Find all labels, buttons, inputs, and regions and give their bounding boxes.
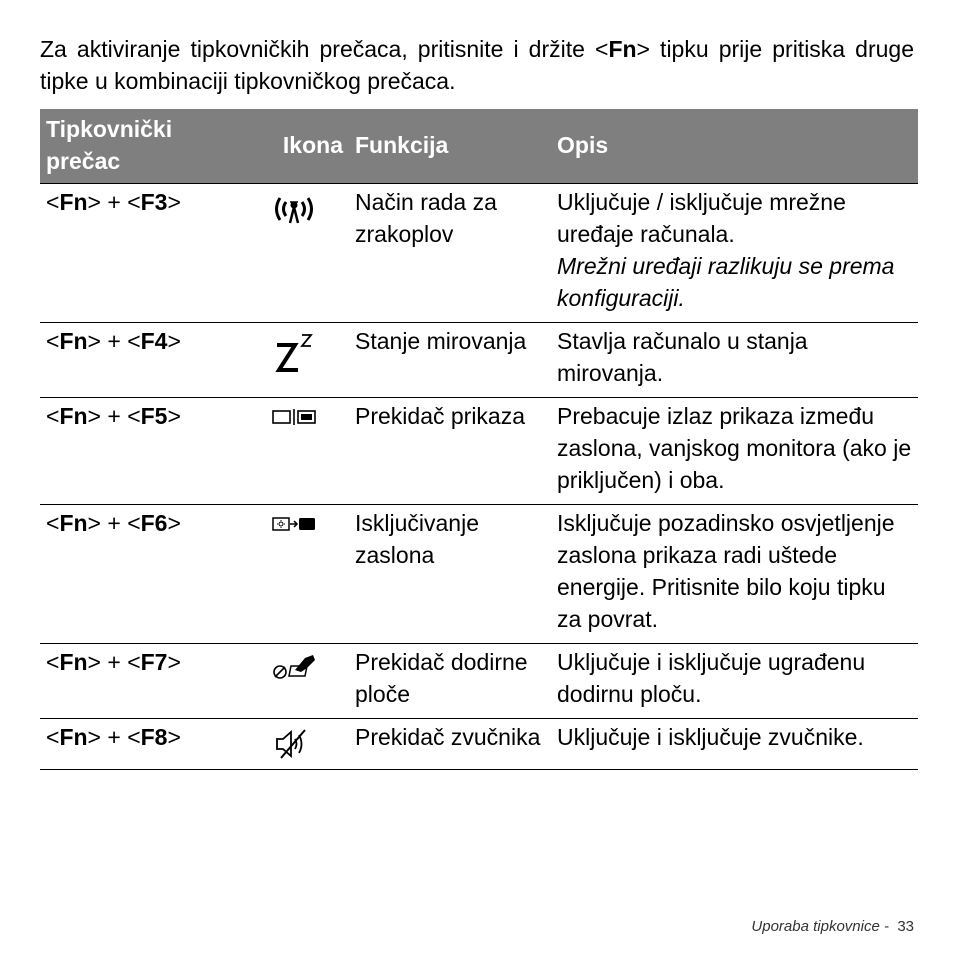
icon-cell <box>239 719 349 770</box>
table-row <box>40 398 918 505</box>
description-cell: Isključuje pozadinsko osvjetljenje zaslona prikaza radi uštede energije. Pritisnite bilo koju tipku za povrat. <box>551 505 918 644</box>
sleep-zz-icon <box>271 331 317 375</box>
description-text: Uključuje / isključuje mrežne uređaje računala. <box>557 189 846 247</box>
shortcut-cell: <Fn> + <F5> <box>40 398 239 505</box>
function-key: F7 <box>140 649 168 675</box>
table-row <box>40 719 918 770</box>
shortcut-table <box>40 109 918 770</box>
table-row <box>40 323 918 398</box>
footer-section: Uporaba tipkovnice - <box>751 918 889 935</box>
description-note: Mrežni uređaji razlikuju se prema konfiguraciji. <box>557 253 895 311</box>
header-icon: Ikona <box>239 109 349 184</box>
fn-key: Fn <box>59 649 88 675</box>
function-key: F6 <box>140 510 168 536</box>
shortcut-cell: <Fn> + <F8> <box>40 719 239 770</box>
touchpad-toggle-icon <box>271 652 317 682</box>
function-cell: Način rada za zrakoplov <box>349 184 551 323</box>
fn-key: Fn <box>59 510 88 536</box>
shortcut-cell: <Fn> + <F6> <box>40 505 239 644</box>
intro-text-after: > tipku prije pritiska druge tipke u kombinaciji tipkovničkog prečaca. <box>40 36 914 94</box>
speaker-mute-icon <box>271 727 317 761</box>
icon-cell <box>239 184 349 323</box>
description-cell: Prebacuje izlaz prikaza između zaslona, vanjskog monitora (ako je priključen) i oba. <box>551 398 918 505</box>
page-footer <box>751 918 914 935</box>
fn-key: Fn <box>59 724 88 750</box>
description-cell <box>551 184 918 323</box>
function-cell: Prekidač zvučnika <box>349 719 551 770</box>
icon-cell <box>239 398 349 505</box>
function-key: F4 <box>140 328 168 354</box>
display-switch-icon <box>271 406 317 428</box>
header-description: Opis <box>551 109 918 184</box>
shortcut-cell: <Fn> + <F3> <box>40 184 239 323</box>
description-cell: Uključuje i isključuje zvučnike. <box>551 719 918 770</box>
table-header-row <box>40 109 918 184</box>
function-key: F3 <box>140 189 168 215</box>
function-cell: Prekidač dodirne ploče <box>349 644 551 719</box>
function-key: F5 <box>140 403 168 429</box>
function-key: F8 <box>140 724 168 750</box>
shortcut-cell: <Fn> + <F4> <box>40 323 239 398</box>
fn-key: Fn <box>59 403 88 429</box>
description-cell: Stavlja računalo u stanja mirovanja. <box>551 323 918 398</box>
page-number: 33 <box>897 918 914 935</box>
header-shortcut: Tipkovnički prečac <box>40 109 239 184</box>
intro-paragraph <box>40 33 914 97</box>
function-cell: Stanje mirovanja <box>349 323 551 398</box>
icon-cell <box>239 505 349 644</box>
icon-cell <box>239 323 349 398</box>
fn-key: Fn <box>59 189 88 215</box>
table-row <box>40 505 918 644</box>
intro-key-fn: Fn <box>608 36 637 62</box>
wireless-airplane-icon <box>271 192 317 226</box>
description-cell: Uključuje i isključuje ugrađenu dodirnu ploču. <box>551 644 918 719</box>
function-cell: Isključivanje zaslona <box>349 505 551 644</box>
icon-cell <box>239 644 349 719</box>
header-function: Funkcija <box>349 109 551 184</box>
fn-key: Fn <box>59 328 88 354</box>
shortcut-cell: <Fn> + <F7> <box>40 644 239 719</box>
table-row <box>40 644 918 719</box>
display-off-icon <box>271 513 317 535</box>
intro-text-before: Za aktiviranje tipkovničkih prečaca, pritisnite i držite < <box>40 36 609 62</box>
function-cell: Prekidač prikaza <box>349 398 551 505</box>
table-row <box>40 184 918 323</box>
